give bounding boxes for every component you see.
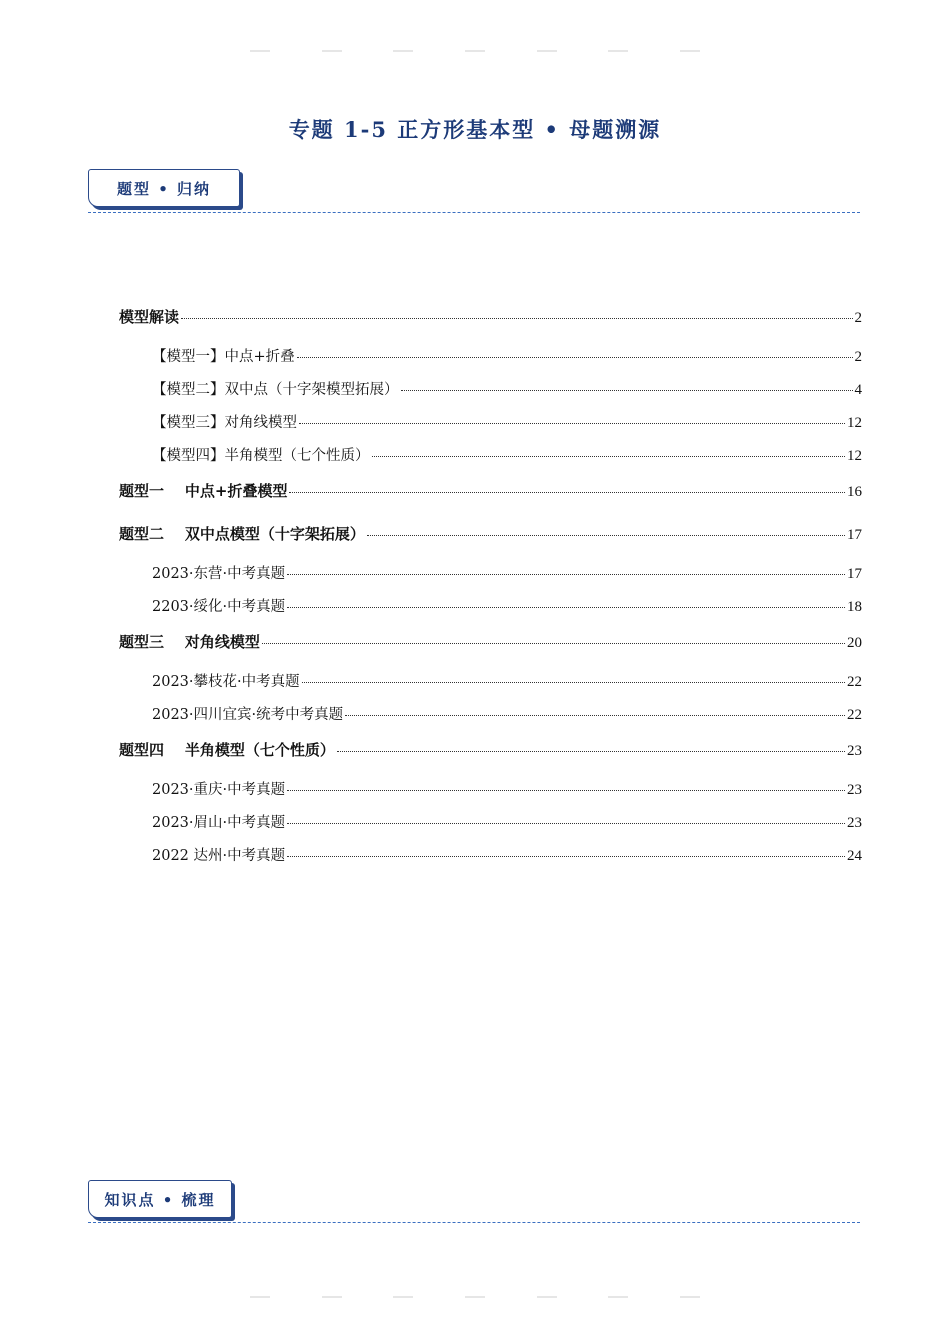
section-tag-types: 题型 • 归纳 <box>88 169 240 207</box>
toc-leader <box>287 856 845 857</box>
toc-entry[interactable] <box>119 345 862 367</box>
toc-leader <box>367 535 845 536</box>
toc-entry-label: 题型一 中点+折叠模型 <box>119 482 288 500</box>
toc-page-number: 16 <box>847 484 862 500</box>
toc-entry[interactable] <box>119 703 862 725</box>
toc-leader <box>287 574 845 575</box>
toc-entry[interactable] <box>119 844 862 866</box>
toc-entry-label: 2023·眉山·中考真题 <box>152 815 286 831</box>
toc-entry[interactable] <box>119 306 862 328</box>
divider <box>88 1222 860 1223</box>
toc-page-number: 23 <box>847 743 862 759</box>
toc-leader <box>299 423 845 424</box>
toc-page-number: 23 <box>847 782 862 798</box>
toc-entry[interactable] <box>119 670 862 692</box>
toc-entry-label: 【模型二】双中点（十字架模型拓展） <box>152 382 399 398</box>
toc-page-number: 2 <box>854 349 862 365</box>
toc-page-number: 22 <box>847 707 862 723</box>
toc-entry[interactable] <box>119 739 862 761</box>
toc-entry[interactable] <box>119 595 862 617</box>
page-title: 专题 1-5 正方形基本型 • 母题溯源 <box>288 117 662 142</box>
toc-page-number: 12 <box>847 448 862 464</box>
toc-entry[interactable] <box>119 378 862 400</box>
header-watermark <box>250 50 700 56</box>
toc-entry-label: 【模型一】中点+折叠 <box>152 349 295 365</box>
toc-entry-label: 【模型三】对角线模型 <box>152 415 297 431</box>
toc-entry-label: 2023·东营·中考真题 <box>152 566 286 582</box>
toc-entry[interactable] <box>119 631 862 653</box>
toc-leader <box>345 715 845 716</box>
toc-entry[interactable] <box>119 562 862 584</box>
toc-leader <box>401 390 853 391</box>
toc-entry-label: 2023·四川宜宾·统考中考真题 <box>152 707 344 723</box>
toc-leader <box>287 607 845 608</box>
toc-entry-label: 2203·绥化·中考真题 <box>152 599 286 615</box>
toc-entry-label: 模型解读 <box>119 308 180 326</box>
toc-entry-label: 2022 达州·中考真题 <box>152 848 286 864</box>
toc-leader <box>287 823 845 824</box>
toc-leader <box>302 682 845 683</box>
toc-leader <box>262 643 845 644</box>
toc-leader <box>289 492 845 493</box>
toc-entry-label: 题型三 对角线模型 <box>119 633 260 651</box>
toc-leader <box>372 456 846 457</box>
toc-page-number: 12 <box>847 415 862 431</box>
toc-page-number: 2 <box>854 310 862 326</box>
toc-entry-label: 题型四 半角模型（七个性质） <box>119 741 335 759</box>
toc-entry[interactable] <box>119 811 862 833</box>
toc-page-number: 18 <box>847 599 862 615</box>
toc-page-number: 24 <box>847 848 862 864</box>
toc-entry[interactable] <box>119 523 862 545</box>
toc-entry[interactable] <box>119 444 862 466</box>
toc-leader <box>337 751 845 752</box>
toc-page-number: 22 <box>847 674 862 690</box>
toc-page-number: 17 <box>847 566 862 582</box>
toc-entry-label: 【模型四】半角模型（七个性质） <box>152 448 370 464</box>
toc-page-number: 17 <box>847 527 862 543</box>
toc-page-number: 23 <box>847 815 862 831</box>
toc-page-number: 4 <box>854 382 862 398</box>
toc-leader <box>297 357 853 358</box>
toc-leader <box>181 318 852 319</box>
toc-entry-label: 2023·重庆·中考真题 <box>152 782 286 798</box>
toc-entry[interactable] <box>119 411 862 433</box>
section-tag-knowledge: 知识点 • 梳理 <box>88 1180 232 1218</box>
divider <box>88 212 860 213</box>
toc-page-number: 20 <box>847 635 862 651</box>
toc-entry-label: 2023·攀枝花·中考真题 <box>152 674 300 690</box>
toc-entry-label: 题型二 双中点模型（十字架拓展） <box>119 525 365 543</box>
toc-entry[interactable] <box>119 480 862 502</box>
toc-leader <box>287 790 845 791</box>
toc-entry[interactable] <box>119 778 862 800</box>
footer-watermark <box>250 1296 700 1302</box>
